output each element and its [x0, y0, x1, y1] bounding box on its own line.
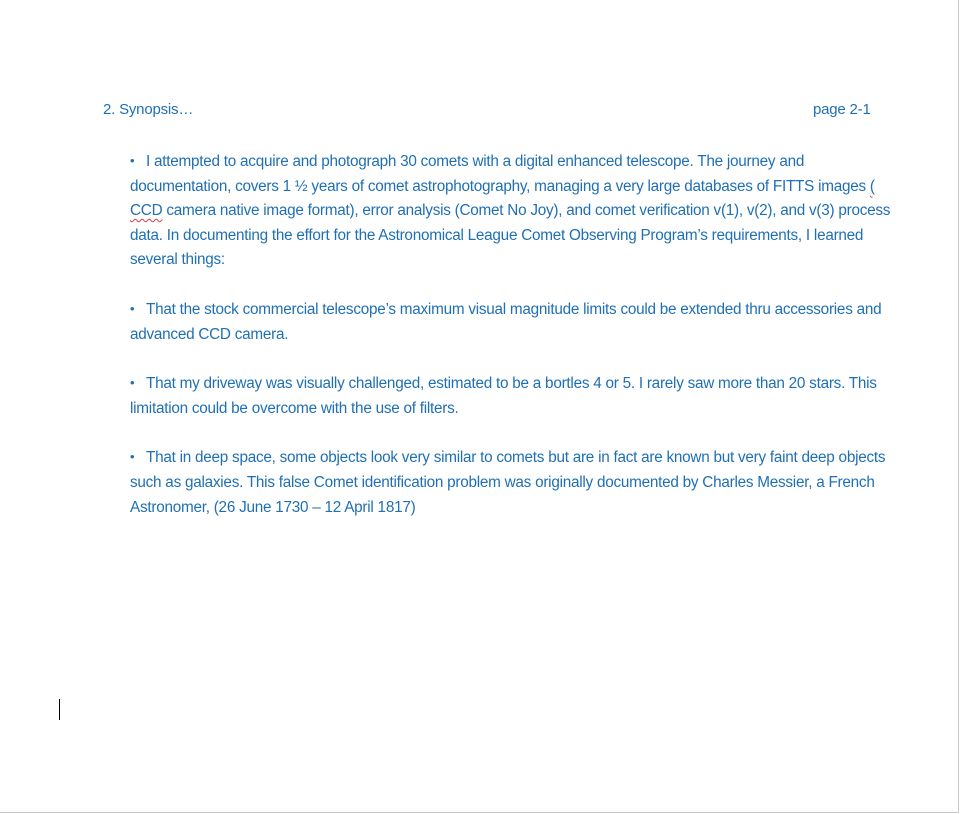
- document-body[interactable]: [130, 150, 905, 545]
- bullet-paragraph: [130, 298, 905, 347]
- spellcheck-flagged-text[interactable]: ( CCD: [130, 177, 875, 220]
- bullet-icon: •: [130, 375, 135, 391]
- paragraph-text: That my driveway was visually challenged, estimated to be a bortles 4 or 5. I rarely saw more than 20 stars. This limitation could be overcome with the use of filters.: [130, 375, 877, 417]
- bullet-icon: •: [130, 153, 135, 168]
- bullet-paragraph: [130, 150, 905, 273]
- page-number: page 2-1: [813, 101, 871, 118]
- bullet-icon: •: [130, 449, 135, 465]
- paragraph-text: That in deep space, some objects look very similar to comets but are in fact are known but very faint deep objects such as galaxies. This false Comet identification problem was originally documented by Charles Messier, a French Astronomer, (26 June 1730 – 12 April 1817): [130, 449, 886, 516]
- bullet-paragraph: [130, 446, 905, 520]
- section-heading: 2. Synopsis…: [103, 101, 194, 118]
- paragraph-text: That the stock commercial telescope’s maximum visual magnitude limits could be extended thru accessories and advanced CCD camera.: [130, 300, 882, 343]
- paragraph-text: camera native image format), error analysis (Comet No Joy), and comet verification v(1), v(2), and v(3) process data. In documenting the effort for the Astronomical League Comet Observing Program’s requirements, I learned several things:: [130, 202, 891, 269]
- text-cursor: [59, 699, 60, 720]
- bullet-paragraph: [130, 372, 905, 421]
- bullet-icon: •: [130, 300, 135, 316]
- paragraph-text: I attempted to acquire and photograph 30 comets with a digital enhanced telescope. The journey and documentation, covers 1 ½ years of comet astrophotography, managing a very large databases of FITTS images: [130, 153, 870, 195]
